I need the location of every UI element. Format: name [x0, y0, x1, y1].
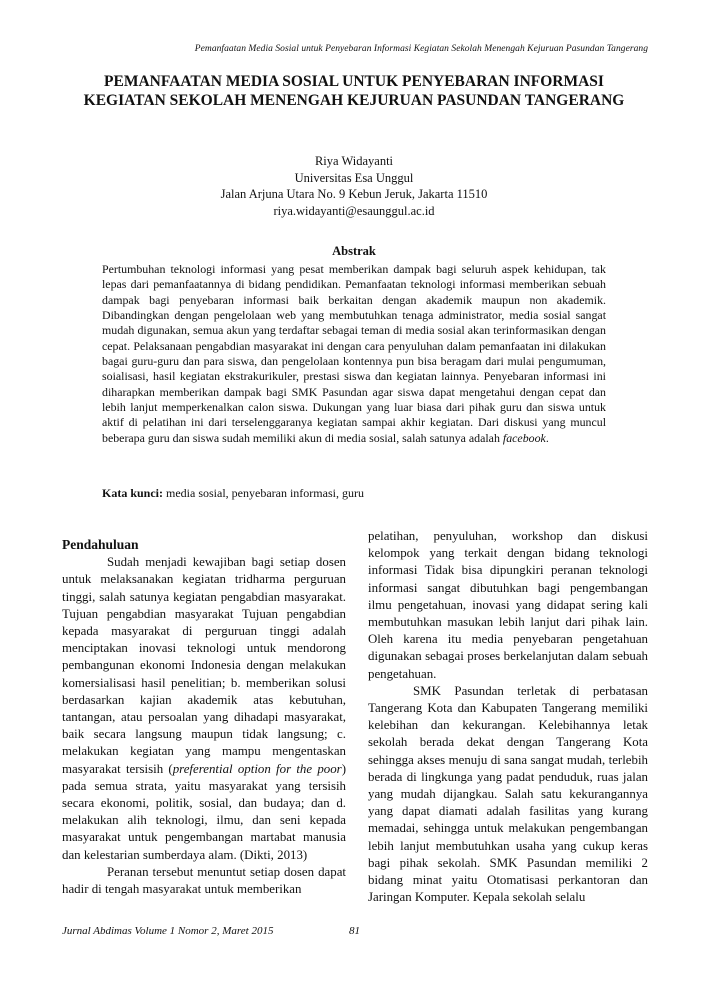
- abstract-heading: Abstrak: [332, 244, 376, 258]
- author-affiliation: Universitas Esa Unggul: [294, 170, 414, 185]
- intro-paragraph-2-continued: pelatihan, penyuluhan, workshop dan diskusi kelompok yang terkait dengan bidang teknologi informasi Tidak bisa dipungkiri peranan teknologi informasi sangat dibutuhkan bagi pengembangan ilmu pengetahuan, inovasi yang didapat sering kali membutuhkan masukan lebih lanjut dari pihak lain. Oleh karena itu media penyebaran pengetahuan digunakan sebagai proses berkelanjutan dalam sebuah pengetahuan.: [368, 529, 648, 681]
- paper-title: PEMANFAATAN MEDIA SOSIAL UNTUK PENYEBARAN INFORMASI KEGIATAN SEKOLAH MENENGAH KEJURUAN PASUNDAN TANGERANG: [83, 73, 625, 109]
- abstract-body: [102, 262, 606, 446]
- left-column: [62, 536, 346, 898]
- abstract-text: Pertumbuhan teknologi informasi yang pesat memberikan dampak bagi seluruh aspek kehidupan, tak lepas dari pemanfaatannya di bidang pendidikan. Pemanfaatan teknologi informasi memberikan sebuah dampak bagi penyebaran informasi baik berkaitan dengan akademik maupun non akademik. Dibandingkan dengan pengelolaan web yang membutuhkan tenaga administrator, media sosial sangat mudah digunakan, semua akun yang terdaftar sebagai teman di media sosial akan terinformasikan dengan cepat. Pelaksanaan pengabdian masyarakat ini dengan cara penyuluhan dalam pemanfaatan ini dilakukan bagai guru-guru dan para siswa, dan pengelolaan kontennya pun bisa beragam dari mulai pengumuman, soialisasi, hasil kegiatan ekstrakurikuler, prestasi siswa dan kegiatan lainnya. Penyebaran informasi ini diharapkan memberikan dampak bagi SMK Pasundan agar siswa dapat mengetahui dengan cepat dan lebih lanjut memperkenalkan calon siswa. Dukungan yang luar biasa dari pihak guru dan siswa untuk aktif di pelatihan ini dari terselenggaranya kegiatan sampai akhir kegiatan. Dari diskusi yang muncul beberapa guru dan siswa sudah memiliki akun di media sosial, salah satunya adalah: [102, 262, 606, 445]
- running-header: Pemanfaatan Media Sosial untuk Penyebaran Informasi Kegiatan Sekolah Menengah Kejuruan Pasundan Tangerang: [194, 44, 648, 54]
- abstract-text-italic: facebook: [502, 430, 546, 445]
- author-email: riya.widayanti@esaunggul.ac.id: [273, 203, 435, 218]
- author-block: [100, 153, 608, 219]
- section-heading-introduction: Pendahuluan: [62, 537, 139, 552]
- intro-p1-start: Sudah menjadi kewajiban bagi setiap dosen untuk melaksanakan kegiatan tridharma perguruan tinggi, salah satunya kegiatan pengabdian masyarakat. Tujuan pengabdian masyarakat Tujuan pengabdian kepada masyarakat di perguruan tinggi adalah menciptakan inovasi teknologi untuk mendorong pembangunan ekonomi Indonesia dengan melakukan komersialisasi hasil penelitian; b. memberikan solusi berdasarkan kajian akademik atas kebutuhan, tantangan, atau persoalan yang dihadapi masyarakat, baik secara langsung maupun tidak langsung; c. melakukan kegiatan yang mampu mengentaskan masyarakat tersisih (: [62, 555, 346, 776]
- keywords: [102, 486, 606, 501]
- intro-p1-end: ) pada semua strata, yaitu masyarakat yang tersisih secara ekonomi, politik, sosial, dan budaya; dan d. melakukan alih teknologi, ilmu, dan seni kepada masyarakat untuk pengembangan martabat manusia dan kelestarian sumberdaya alam. (Dikti, 2013): [62, 761, 346, 862]
- intro-paragraph-1: [62, 554, 346, 864]
- author-name: Riya Widayanti: [314, 154, 394, 168]
- keywords-label: Kata kunci:: [102, 486, 164, 500]
- page-number: 81: [349, 925, 360, 937]
- intro-p1-italic: preferential option for the poor: [172, 761, 342, 776]
- keywords-value: media sosial, penyebaran informasi, guru: [166, 486, 364, 500]
- right-column: [368, 528, 648, 906]
- footer-journal: Jurnal Abdimas Volume 1 Nomor 2, Maret 2015: [62, 925, 274, 937]
- abstract-text-end: .: [545, 430, 549, 445]
- author-address: Jalan Arjuna Utara No. 9 Kebun Jeruk, Jakarta 11510: [220, 187, 488, 201]
- intro-paragraph-2: Peranan tersebut menuntut setiap dosen dapat hadir di tengah masyarakat untuk memberikan: [62, 864, 346, 897]
- intro-paragraph-3: SMK Pasundan terletak di perbatasan Tangerang Kota dan Kabupaten Tangerang memiliki kelebihan dan kekurangan. Kelebihannya letak sekolah berada dekat dengan Tangerang Kota sehingga akses menuju di sana sangat mudah, terlebih berada di lingkunga yang padat penduduk, ruas jalan yang mudah dijangkau. Salah satu kekurangannya yang dapat diamati adalah fasilitas yang kurang memadai, sehingga untuk melakukan pengembangan lebih lanjut membutuhkan usaha yang cukup keras bagi pihak sekolah. SMK Pasundan memiliki 2 bidang minat yaitu Otomatisasi perkantoran dan Jaringan Komputer. Kepala sekolah selalu: [368, 683, 648, 905]
